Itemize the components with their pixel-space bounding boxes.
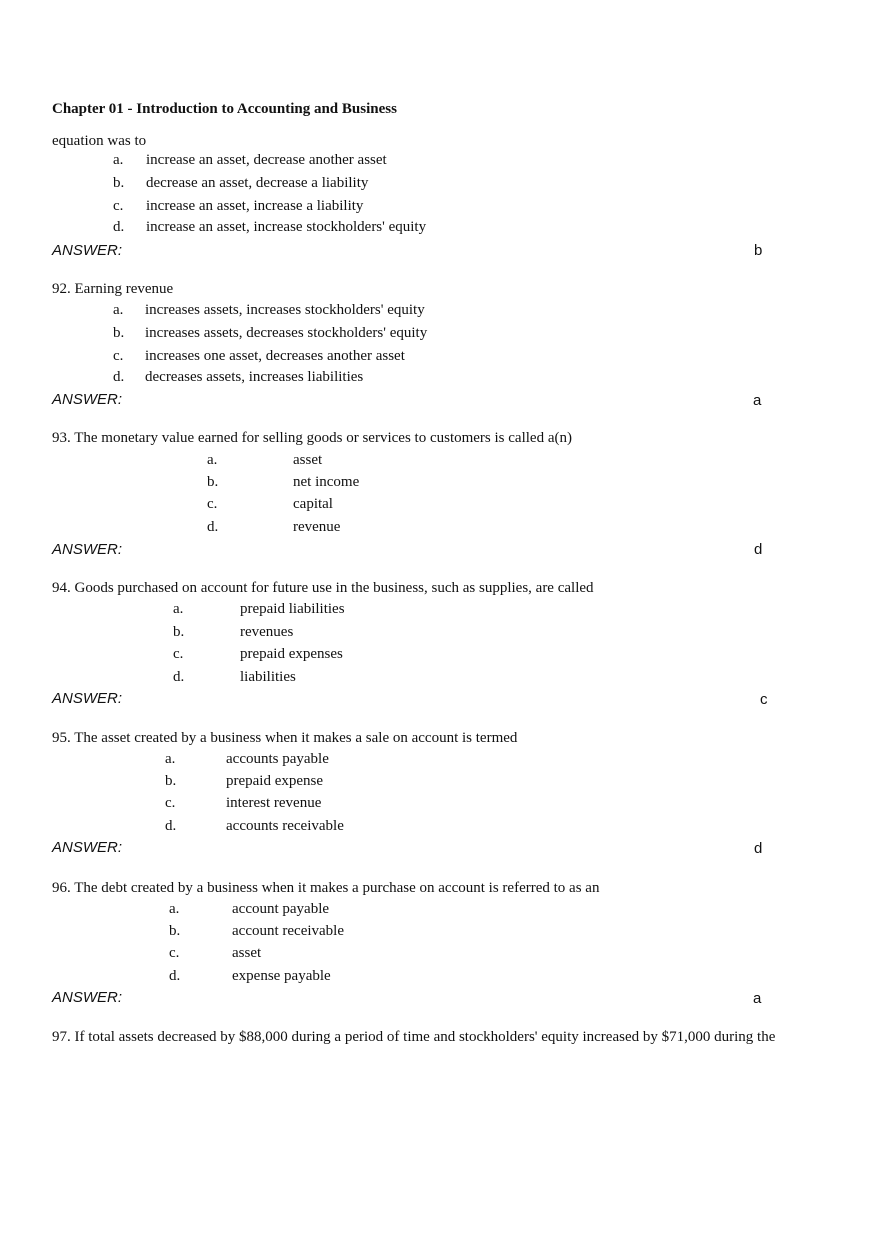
- answer-label: ANSWER:: [52, 839, 123, 856]
- answer-value: c: [760, 691, 768, 708]
- option-letter: d.: [173, 669, 185, 685]
- question-stem: 95. The asset created by a business when it makes a sale on account is termed: [52, 730, 518, 746]
- option-letter: b.: [169, 923, 181, 939]
- question-stem: equation was to: [52, 133, 147, 149]
- answer-value: d: [754, 541, 763, 558]
- page-title: Chapter 01 - Introduction to Accounting and Business: [52, 101, 397, 117]
- option-letter: a.: [113, 152, 124, 168]
- option-text: asset: [293, 452, 323, 468]
- option-text: prepaid liabilities: [240, 601, 345, 617]
- option-letter: a.: [165, 751, 176, 767]
- option-text: interest revenue: [226, 795, 322, 811]
- option-letter: b.: [113, 175, 125, 191]
- option-text: net income: [293, 474, 360, 490]
- option-text: prepaid expense: [226, 773, 324, 789]
- option-text: increases assets, decreases stockholders' equity: [145, 325, 428, 341]
- option-text: accounts receivable: [226, 818, 344, 834]
- option-letter: b.: [173, 624, 185, 640]
- option-letter: c.: [113, 198, 124, 214]
- option-text: account receivable: [232, 923, 345, 939]
- answer-label: ANSWER:: [52, 391, 123, 408]
- option-letter: d.: [113, 369, 125, 385]
- option-letter: d.: [207, 519, 219, 535]
- option-text: increases assets, increases stockholders' equity: [145, 302, 425, 318]
- option-text: increase an asset, increase stockholders' equity: [146, 219, 427, 235]
- option-text: asset: [232, 945, 262, 961]
- option-text: prepaid expenses: [240, 646, 343, 662]
- answer-value: a: [753, 392, 762, 409]
- option-text: expense payable: [232, 968, 331, 984]
- answer-value: b: [754, 242, 763, 259]
- question-stem: 96. The debt created by a business when it makes a purchase on account is referred to as an: [52, 880, 600, 896]
- answer-value: a: [753, 990, 762, 1007]
- option-letter: d.: [113, 219, 125, 235]
- option-text: decrease an asset, decrease a liability: [146, 175, 369, 191]
- question-stem: 97. If total assets decreased by $88,000 during a period of time and stockholders' equity increased by $71,000 during the: [52, 1029, 776, 1045]
- option-letter: c.: [173, 646, 184, 662]
- question-stem: 93. The monetary value earned for selling goods or services to customers is called a(n): [52, 430, 572, 446]
- answer-label: ANSWER:: [52, 690, 123, 707]
- question-stem: 92. Earning revenue: [52, 281, 174, 297]
- option-text: revenue: [293, 519, 341, 535]
- option-text: account payable: [232, 901, 330, 917]
- option-text: increase an asset, increase a liability: [146, 198, 364, 214]
- option-letter: c.: [169, 945, 180, 961]
- option-letter: c.: [113, 348, 124, 364]
- option-text: increases one asset, decreases another asset: [145, 348, 405, 364]
- answer-label: ANSWER:: [52, 989, 123, 1006]
- option-letter: a.: [207, 452, 218, 468]
- question-stem: 94. Goods purchased on account for future use in the business, such as supplies, are called: [52, 580, 594, 596]
- answer-label: ANSWER:: [52, 541, 123, 558]
- option-text: decreases assets, increases liabilities: [145, 369, 364, 385]
- option-letter: d.: [169, 968, 181, 984]
- option-letter: c.: [165, 795, 176, 811]
- option-text: liabilities: [240, 669, 296, 685]
- answer-value: d: [754, 840, 763, 857]
- option-letter: b.: [207, 474, 219, 490]
- option-text: capital: [293, 496, 333, 512]
- option-text: increase an asset, decrease another asset: [146, 152, 387, 168]
- option-letter: a.: [169, 901, 180, 917]
- option-letter: b.: [165, 773, 177, 789]
- answer-label: ANSWER:: [52, 242, 123, 259]
- option-letter: b.: [113, 325, 125, 341]
- option-letter: c.: [207, 496, 218, 512]
- option-letter: a.: [113, 302, 124, 318]
- option-letter: d.: [165, 818, 177, 834]
- option-text: revenues: [240, 624, 294, 640]
- option-text: accounts payable: [226, 751, 329, 767]
- option-letter: a.: [173, 601, 184, 617]
